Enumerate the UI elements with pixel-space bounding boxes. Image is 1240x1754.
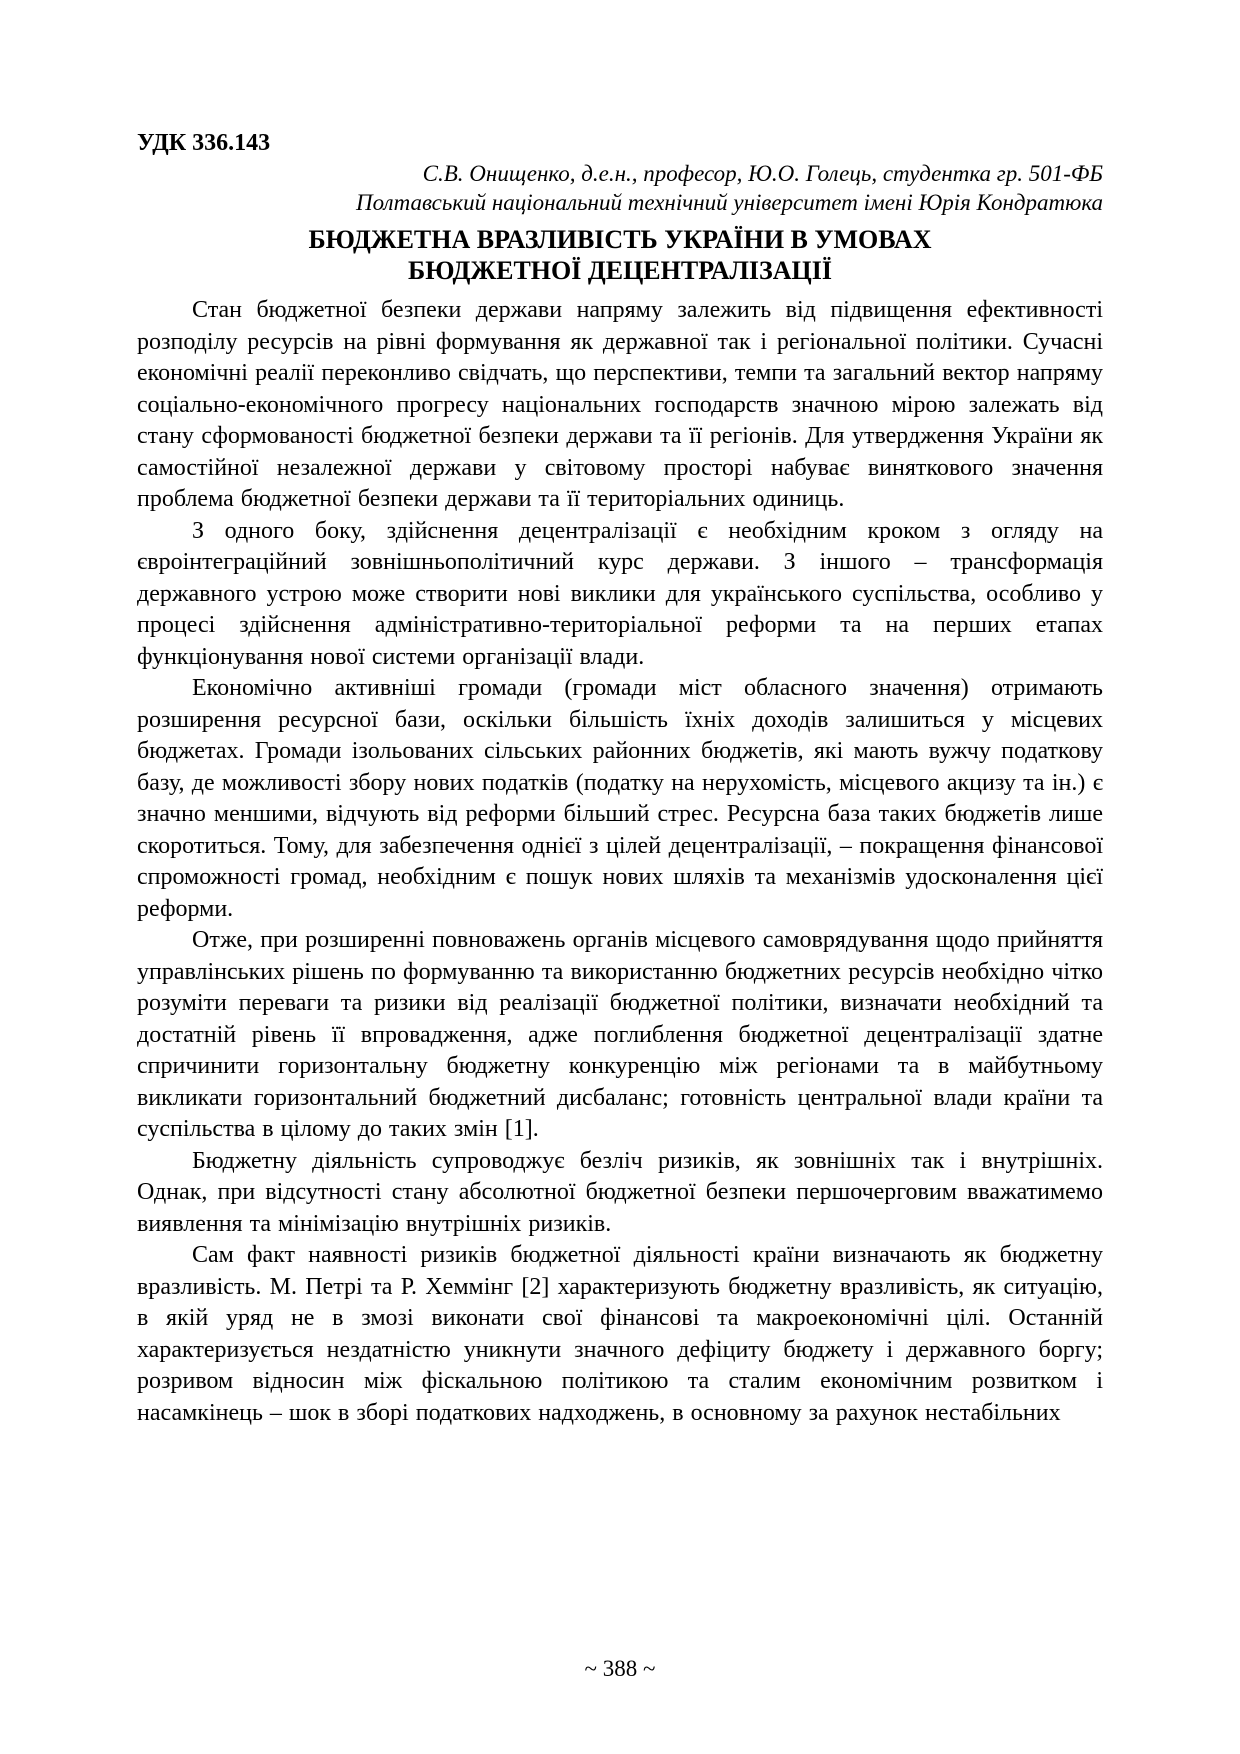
page-number: ~ 388 ~ (584, 1656, 656, 1681)
authors-line: С.В. Онищенко, д.е.н., професор, Ю.О. Голець, студентка гр. 501-ФБ (422, 161, 1103, 186)
paragraph-intro: Стан бюджетної безпеки держави напряму залежить від підвищення ефективності розподілу ресурсів на рівні формування як державної так і регіональної політики. Сучасні економічні реалії переконливо свідчать, що перспективи, темпи та загальний вектор напряму соціально-економічного прогресу національних господарств значною мірою залежать від стану сформованості бюджетної безпеки держави та її регіонів. Для утвердження України як самостійної незалежної держави у світовому просторі набуває виняткового значення проблема бюджетної безпеки держави та її територіальних одиниць. (137, 297, 1103, 512)
affiliation-line: Полтавський національний технічний університет імені Юрія Кондратюка (356, 190, 1103, 215)
article-title: БЮДЖЕТНА ВРАЗЛИВІСТЬ УКРАЇНИ В УМОВАХ БЮДЖЕТНОЇ ДЕЦЕНТРАЛІЗАЦІЇ (308, 225, 932, 285)
paragraph-communities: Економічно активніші громади (громади міст обласного значення) отримають розширення ресурсної бази, оскільки більшість їхніх доходів залишиться у місцевих бюджетах. Громади ізольованих сільських районних бюджетів, які мають вужчу податкову базу, де можливості збору нових податків (податку на нерухомість, місцевого акцизу та ін.) є значно меншими, відчують від реформи більший стрес. Ресурсна база таких бюджетів лише скоротиться. Тому, для забезпечення однієї з цілей децентралізації, – покращення фінансової спроможності громад, необхідним є пошук нових шляхів та механізмів удосконалення цієї реформи. (137, 675, 1103, 922)
udc-code: УДК 336.143 (137, 130, 271, 156)
paragraph-risks-expansion: Отже, при розширенні повноважень органів місцевого самоврядування щодо прийняття управлінських рішень по формуванню та використанню бюджетних ресурсів необхідно чітко розуміти переваги та ризики від реалізації бюджетної політики, визначати необхідний та достатній рівень її впровадження, адже поглиблення бюджетної децентралізації здатне спричинити горизонтальну бюджетну конкуренцію між регіонами та в майбутньому викликати горизонтальний бюджетний дисбаланс; готовність центральної влади країни та суспільства в цілому до таких змін [1]. (137, 927, 1103, 1142)
paragraph-budget-activity: Бюджетну діяльність супроводжує безліч ризиків, як зовнішніх так і внутрішніх. Однак, при відсутності стану абсолютної бюджетної безпеки першочерговим вважатимемо виявлення та мінімізацію внутрішніх ризиків. (137, 1147, 1103, 1237)
paragraph-decentralization: З одного боку, здійснення децентралізації є необхідним кроком з огляду на євроінтеграційний зовнішньополітичний курс держави. З іншого – трансформація державного устрою може створити нові виклики для українського суспільства, особливо у процесі здійснення адміністративно-територіальної реформи та на перших етапах функціонування нової системи організації влади. (137, 517, 1103, 670)
paragraph-vulnerability: Сам факт наявності ризиків бюджетної діяльності країни визначають як бюджетну вразливість. М. Петрі та Р. Хеммінг [2] характеризують бюджетну вразливість, як ситуацію, в якій уряд не в змозі виконати свої фінансові та макроекономічні цілі. Останній характеризується нездатністю уникнути значного дефіциту бюджету і державного боргу; розривом відносин між фіскальною політикою та сталим економічним розвитком і насамкінець – шок в зборі податкових надходжень, в основному за рахунок нестабільних (137, 1242, 1103, 1426)
